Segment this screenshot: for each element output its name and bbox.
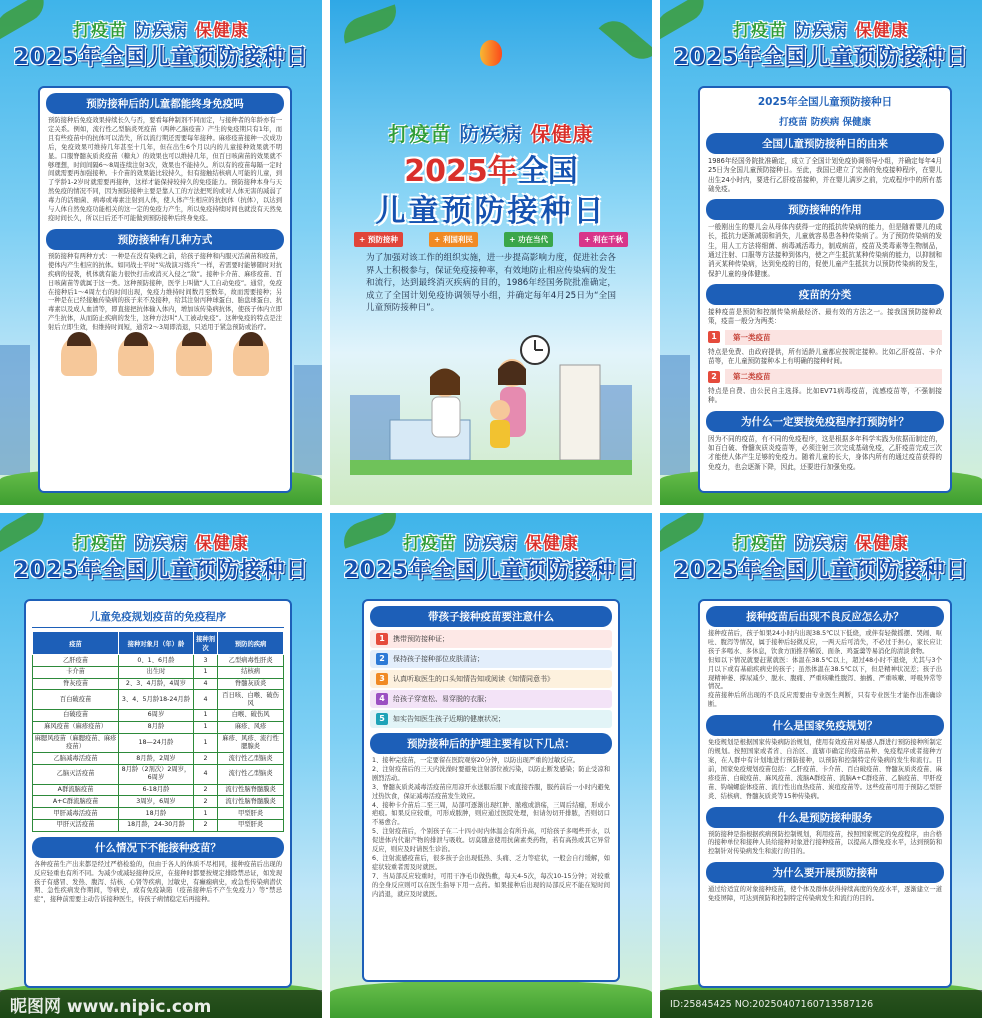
table-cell: 甲型肝炎	[218, 808, 284, 820]
card-subtitle: 打疫苗 防疾病 保健康	[778, 117, 872, 128]
section-heading: 预防接种有几种方式	[46, 229, 284, 250]
tag-row	[354, 232, 628, 247]
table-row	[33, 709, 284, 721]
vaccine-schedule-table	[32, 631, 284, 832]
table-cell: 流行性脑脊髓膜炎	[218, 796, 284, 808]
building	[0, 345, 30, 475]
section-text: 接种疫苗后，孩子如果24小时内出现38.5℃以下低烧，或伴有轻微摇摆、哭闹、呕吐、腹泻等情况，属于接种后轻微反应，一两天后可消失，不必过于担心，家长应让孩子多喝水、多休息，饮食方面推荐稀饭、面条、鸡蛋羹等易消化的清淡食物。 但如以下情况就要赶紧就医：体温在38.5℃以上，超过48小时不退烧，尤其与3个月以下或有基础疾病史的孩子；虽然体温在38.5℃以下，但是精神状况差；孩子出现精神萎、撑尿减少、脱水、腹痛、严重咳嗽性腹泻、抽搐、严重咳嗽、呼吸异常等情况。 疫苗接种后所出现的不良反应需要由专业医生判断，只有专业医生才能作出准确诊断。	[708, 630, 942, 709]
section-heading: 为什么一定要按免疫程序打预防针？	[706, 411, 944, 432]
section-heading: 预防接种后的儿童都能终身免疫吗	[46, 93, 284, 114]
clinic-illustration	[350, 325, 632, 475]
table-cell: 2、3、4月龄，4周岁	[119, 678, 194, 690]
table-cell: 流行性乙型脑炎	[218, 764, 284, 784]
grass-ground	[330, 980, 652, 1018]
tag: + 利国利民	[429, 232, 478, 247]
table-cell: 4	[193, 764, 217, 784]
table-row	[33, 690, 284, 710]
leaf-decoration	[599, 13, 652, 67]
slogan: 打疫苗 防疾病 保健康	[73, 534, 249, 554]
category-item	[708, 369, 942, 384]
table-cell: 2	[193, 753, 217, 765]
poster-panel-1	[0, 0, 322, 505]
poster-panel-3	[660, 0, 982, 505]
content-card	[698, 86, 952, 493]
cover-slogan: 打疫苗 防疾病 保健康	[388, 122, 594, 146]
section-text: 1、接种完疫苗，一定要留在医院观察20分钟，以防出现严重的过敏反应。 2、注射疫苗后的三天内洗澡时要避免注射部位被污染，以防止断发感染；防止受凉和剧烈活动。 3、脊髓灰质炎减毒活疫苗应用凉开水送服后服下或直接吞服，服药前后一小时内避免过热饮食，保证减毒活疫苗发生效应。 4、接种卡介苗后二至三周，局部可逐渐出现红肿、脓疱或溃疡，三周后结痂，形成小疤痕。如果反应较重，可形成脓肿，则应通过医院处理，但请勿切开排脓，否则切口不易愈合。 5、注射疫苗后，个别孩子在二十四小时内体温会有所升高，可给孩子多喝些开水，以促进体内代谢产物的排泄与吸收。切莫随意使用抗菌素类药物，若有高热或其它异常反应，则应及时请医生诊治。 6、注射流感疫苗后，很多孩子会出现低热、头痛、乏力等症状，一般会自行缓解，如症状较重者需及时就医。 7、当局部反应较重时，可用干净毛巾做热敷，每天4-5次，每次10-15分钟；对较重的全身反应则可以在医生指导下用一点药。如果接种后出现的局部反应不能在短时间内消退，就应及时就医。	[372, 757, 610, 898]
tip-text: 保持孩子接种部位皮肤清洁；	[393, 655, 484, 663]
poster-panel-cover	[330, 0, 652, 505]
table-cell: 麻风疫苗（麻疹疫苗）	[33, 721, 119, 733]
section-heading: 为什么要开展预防接种	[706, 862, 944, 883]
table-cell: 18月龄	[119, 808, 194, 820]
card-title: 2025年全国儿童预防接种日	[706, 91, 944, 112]
table-cell: 白破疫苗	[33, 709, 119, 721]
tag: + 利在千秋	[579, 232, 628, 247]
child-illustration	[176, 336, 212, 376]
poster-title: 2025年全国儿童预防接种日	[13, 45, 309, 70]
building	[660, 355, 690, 475]
table-cell: A+C群流脑疫苗	[33, 796, 119, 808]
column-header: 接种剂次	[193, 632, 217, 655]
table-cell: 脊髓灰质炎	[218, 678, 284, 690]
table-cell: 18月龄，24-30月龄	[119, 819, 194, 831]
table-cell: 乙脑灭活疫苗	[33, 764, 119, 784]
section-text: 特点是免费、由政府提供，所有适龄儿童都应按规定接种。比如乙肝疫苗、卡介苗等，在儿童预防接种本上有明确的接种时间。	[708, 347, 942, 365]
table-cell: 卡介苗	[33, 666, 119, 678]
category-label: 第二类疫苗	[725, 369, 942, 384]
table-cell: 百白破疫苗	[33, 690, 119, 710]
intro-text: 为了加强对该工作的组织实施，进一步提高影响力度，促进社会各界人士积极参与，保证免疫接种率，有效地防止相应传染病的发生和流行，达到最终消灭疾病的目的，1986年经国务院批准确定，成立了全国计划免疫协调领导小组，并确定每年4月25日为“全国儿童预防接种日”。	[366, 253, 616, 314]
table-cell: 8月龄（2剂次）2周岁，6周岁	[119, 764, 194, 784]
building	[294, 365, 322, 475]
illustration	[40, 333, 290, 379]
child-illustration	[118, 336, 154, 376]
table-cell: 出生时	[119, 666, 194, 678]
watermark-site: 昵图网 www.nipic.com	[10, 996, 212, 1017]
section-text: 各种疫苗生产出来都是经过严格检验的，但由于各人的体质不尽相同，接种疫苗后出现的反应轻重也有所不同。为减少或减轻接种反应，在接种时都要按规定排除禁忌证，如发现孩子有感冒、发热、腹泻、结核、心肾等疾病，过敏史，有癫痫病史，或急性传染病潜伏期、急性疾病发作期间，等病史，或有免疫缺陷（疫苗接种后不产生免疫力）等“禁忌症”，接种前需要主动告诉接种医生，待孩子病情稳定后再接种。	[34, 860, 282, 904]
table-cell: 流行性乙型脑炎	[218, 753, 284, 765]
poster-title: 2025年全国儿童预防接种日	[673, 45, 969, 70]
column-header: 疫苗	[33, 632, 119, 655]
table-cell: 甲肝灭活疫苗	[33, 819, 119, 831]
tip-item	[370, 690, 612, 708]
table-cell: 结核病	[218, 666, 284, 678]
category-item	[708, 330, 942, 345]
watermark-id: ID:25845425 NO:20250407160713587126	[670, 998, 874, 1010]
table-cell: 麻腮风疫苗（麻腮疫苗、麻疹疫苗）	[33, 733, 119, 753]
content-card	[698, 599, 952, 988]
tip-item	[370, 650, 612, 668]
number-badge: 2	[708, 371, 720, 383]
cover-title-line2: 儿童预防接种日	[375, 194, 607, 229]
table-cell: 1	[193, 733, 217, 753]
tip-item	[370, 630, 612, 648]
table-row	[33, 753, 284, 765]
poster-title: 2025年全国儿童预防接种日	[343, 558, 639, 583]
section-heading: 疫苗的分类	[706, 284, 944, 305]
table-body	[33, 655, 284, 832]
table-cell: A群流脑疫苗	[33, 784, 119, 796]
section-text: 接种疫苗是预防和控制传染病最经济、最有效的方法之一。接我国预防接种政策，疫苗一般分为两类：	[708, 307, 942, 326]
number-badge: 2	[376, 653, 388, 665]
table-cell: 2	[193, 796, 217, 808]
table-cell: 乙脑减毒活疫苗	[33, 753, 119, 765]
table-cell: 乙肝疫苗	[33, 655, 119, 667]
table-cell: 白喉、破伤风	[218, 709, 284, 721]
table-cell: 百日咳、白喉、破伤风	[218, 690, 284, 710]
content-card	[362, 599, 620, 982]
table-row	[33, 819, 284, 831]
section-heading: 全国儿童预防接种日的由来	[706, 133, 944, 154]
poster-title: 2025年全国儿童预防接种日	[673, 558, 969, 583]
section-text: 特点是自费、由公民自主选择。比如EV71病毒疫苗，流感疫苗等，不强制接种。	[708, 387, 942, 405]
table-row	[33, 721, 284, 733]
table-row	[33, 764, 284, 784]
table-cell: 脊灰疫苗	[33, 678, 119, 690]
poster-panel-4	[0, 513, 322, 1018]
watermark-bar	[0, 990, 322, 1018]
number-badge: 1	[376, 633, 388, 645]
tip-text: 给孩子穿宽松、易穿脱的衣服；	[393, 695, 491, 703]
tip-text: 携带预防接种证；	[393, 635, 449, 643]
table-row	[33, 796, 284, 808]
section-heading: 预防接种的作用	[706, 199, 944, 220]
table-row	[33, 666, 284, 678]
column-header: 接种对象月（年）龄	[119, 632, 194, 655]
table-cell: 1	[193, 808, 217, 820]
table-header-row	[33, 632, 284, 655]
table-cell: 甲肝减毒活疫苗	[33, 808, 119, 820]
table-cell: 3	[193, 655, 217, 667]
table-cell: 1	[193, 709, 217, 721]
tip-item	[370, 670, 612, 688]
tip-text: 认真听取医生的口头知情告知或阅读《知情同意书》	[393, 675, 554, 683]
table-cell: 8月龄	[119, 721, 194, 733]
table-cell: 流行性脑脊髓膜炎	[218, 784, 284, 796]
table-cell: 2	[193, 784, 217, 796]
content-card	[38, 86, 292, 493]
tip-text: 如实告知医生孩子近期的健康状况；	[393, 715, 505, 723]
number-badge: 5	[376, 713, 388, 725]
section-text: 1986年经国务院批准确定，成立了全国计划免疫协调领导小组，并确定每年4月25日为全国儿童预防接种日。至此，我国已建立了完善的免疫接种程序，在婴儿出生24小时内，要进行乙肝疫苗接种，并在婴儿满岁之前，完成程序中的所有基础免疫。	[708, 157, 942, 193]
clinic-scene	[350, 325, 632, 475]
section-heading: 带孩子接种疫苗要注意什么	[370, 606, 612, 627]
table-cell: 甲型肝炎	[218, 819, 284, 831]
table-cell: 4	[193, 690, 217, 710]
number-badge: 4	[376, 693, 388, 705]
number-badge: 1	[708, 331, 720, 343]
table-cell: 6-18月龄	[119, 784, 194, 796]
poster-panel-5	[330, 513, 652, 1018]
cover-title-line1: 2025年全国	[404, 154, 578, 189]
column-header: 预防的疾病	[218, 632, 284, 655]
table-cell: 18—24月龄	[119, 733, 194, 753]
table-cell: 3周岁，6周岁	[119, 796, 194, 808]
section-heading: 预防接种后的护理主要有以下几点：	[370, 733, 612, 754]
slogan: 打疫苗 防疾病 保健康	[733, 21, 909, 41]
slogan: 打疫苗 防疾病 保健康	[403, 534, 579, 554]
poster-title: 2025年全国儿童预防接种日	[13, 558, 309, 583]
content-card	[24, 599, 292, 988]
table-row	[33, 784, 284, 796]
table-cell: 1	[193, 666, 217, 678]
child-illustration	[61, 336, 97, 376]
tag: + 预防接种	[354, 232, 403, 247]
section-text: 免疫规划是根据国家传染病防治规划，使用有效疫苗对易感人群进行预防接种所制定的规划。按照国家或者省、自治区、直辖市确定的疫苗品种、免疫程序或者接种方案，在人群中有计划地进行预防接种，以预防和控制特定传染病的发生和流行。目前，国家免疫规划疫苗包括：乙肝疫苗、卡介苗、百白破疫苗、脊髓灰质炎疫苗、麻疹疫苗、白破疫苗、麻风疫苗、流脑A群疫苗、流脑A+C群疫苗、乙脑疫苗、甲肝疫苗、钩端螺旋体疫苗、流行性出血热疫苗、炭疽疫苗等。这些疫苗可用于预防乙型肝炎、结核病、脊髓灰质炎等15种传染病。	[708, 739, 942, 800]
category-label: 第一类疫苗	[725, 330, 942, 345]
table-cell: 麻疹、风疹、流行性腮腺炎	[218, 733, 284, 753]
table-cell: 2	[193, 819, 217, 831]
table-cell: 麻疹、风疹	[218, 721, 284, 733]
tag: + 功在当代	[504, 232, 553, 247]
table-cell: 乙型病毒性肝炎	[218, 655, 284, 667]
section-text: 因为不同的疫苗，有不同的免疫程序，这是根据多年科学实践为依据而制定的，如百白破、脊髓灰质炎疫苗等，必须注射三次完成基础免疫，乙肝疫苗完成三次才能使人体产生足够的免疫力。随着儿童的长大，身体内所有的通过疫苗获得的免疫力，也会逐渐下降，因此，还要进行加强免疫。	[708, 434, 942, 471]
section-heading: 什么是国家免疫规划？	[706, 715, 944, 736]
section-heading: 什么是预防接种服务	[706, 807, 944, 828]
leaf-decoration	[338, 4, 401, 43]
watermark-bar	[660, 990, 982, 1018]
section-text: 预防接种后免疫效果持续长久与否，要看每种制剂不同而定，与接种者的年龄亦有一定关系。例如，流行性乙型脑炎死疫苗（两种乙脑疫苗）产生的免疫期只有1年，而且有些疫苗中的抗体可以消失，所以流行期还需要每年接种。麻疹疫苗接种一次成功后，免疫效果可维持几年甚至十几年，但在出生6个月以内的儿童接种效果就不明显。口服脊髓灰质炎疫苗（糖丸）的效果也可以维持几年，但百日咳菌苗的效果就不够理想，时间间隔6～8周连续注射3次，效果也不能持久。所以有的疫苗每隔一定时间就需要再加强接种。卡介苗的效果能比较持久，但有接触结核病人可能的儿童，到了学龄1-2岁时就需要再接种，这样才能保持较持久的免疫能力。预防接种本身与天然免疫的情况不同，因为预防接种主要是靠人工的方法把死的或对人体无害的减弱了毒力的活细菌、病毒或毒素注射到人体，使人体产生相应的抗抗体（抗体），以达到与人体自然免疫功能相关的这一定的免疫力产生，所以免疫持续时间也就没有天然免疫时间长久，所以日后还不可能做到预防接种后终身免疫。	[48, 117, 282, 222]
tip-item	[370, 710, 612, 728]
section-heading: 接种疫苗后出现不良反应怎么办？	[706, 606, 944, 627]
section-heading: 什么情况下不能接种疫苗？	[32, 837, 284, 858]
table-cell: 3、4、5月龄18-24月龄	[119, 690, 194, 710]
hot-air-balloon	[480, 40, 502, 66]
section-text: 通过给适宜的对象接种疫苗，使个体及群体获得持续高度的免疫水平，逐渐建立一道免疫屏障，可达到预防和控制特定传染病发生和流行的目的。	[708, 886, 942, 903]
table-row	[33, 678, 284, 690]
table-cell: 6周岁	[119, 709, 194, 721]
section-heading: 儿童免疫规划疫苗的免疫程序	[32, 606, 284, 628]
section-text: 预防接种是指根据疾病预防控制规划，利用疫苗，按照国家规定的免疫程序，由合格的接种单位和接种人员给接种对象进行接种疫苗，以提高人群免疫水平，达到预防和控制针对传染病发生和流行的目的。	[708, 830, 942, 856]
poster-panel-6	[660, 513, 982, 1018]
section-text: 一般刚出生的婴儿会从母体内获得一定的抵抗传染病的能力，但是随着婴儿的成长，抵抗力逐渐减弱和消失，儿童就容易患各种传染病了。为了预防传染病的发生，用人工方法将细菌、病毒减活毒力，制成病苗，疫苗及类毒素等生物制品，通过注射、口服等方法接种到体内，使之产生抵抗某种传染病的能力，以抑制和消灭某种传染病，达到免疫的目的，促使儿童产生抵抗力以预防传染病的发生，保护儿童的身体健康。	[708, 223, 942, 278]
table-row	[33, 808, 284, 820]
section-text: 预防接种有两种方式：一种是在没有染病之前，给孩子接种和内服灭活菌苗和疫苗，使体内产生相应的抗体。如同战士平时“实战演习练兵”一样，若需要时能够随时对抗疾病的侵袭，机体就有能力很快打击或消灭入侵之“敌”。接种卡介苗、麻疹疫苗、百日咳菌苗等就属于这一类。这种预防接种，医学上叫做“人工自动免疫”。通常，免疫在接种后1～4周左右的时间出现，免疫力维持时间数月至数年，故而需要接种；另一种是在已经接触传染病的孩子来不及接种，给其注射丙种球蛋白、胎盘球蛋白、抗毒素以及成人血清等，即直接把抗体输入体内，增加该传染病抗体，使孩子体内立即产生抗体，从而防止疾病的发生，这种方法叫“人工被动免疫”。这种免疫的特点是注射后立即生效，但维持时间短，通常2～3周即消退，只适用于紧急预防或治疗。	[48, 252, 282, 332]
slogan: 打疫苗 防疾病 保健康	[73, 21, 249, 41]
table-cell: 0、1、6月龄	[119, 655, 194, 667]
slogan: 打疫苗 防疾病 保健康	[733, 534, 909, 554]
table-row	[33, 733, 284, 753]
table-cell: 4	[193, 678, 217, 690]
table-cell: 8月龄，2周岁	[119, 753, 194, 765]
number-badge: 3	[376, 673, 388, 685]
nurse-illustration	[233, 336, 269, 376]
table-row	[33, 655, 284, 667]
table-cell: 1	[193, 721, 217, 733]
